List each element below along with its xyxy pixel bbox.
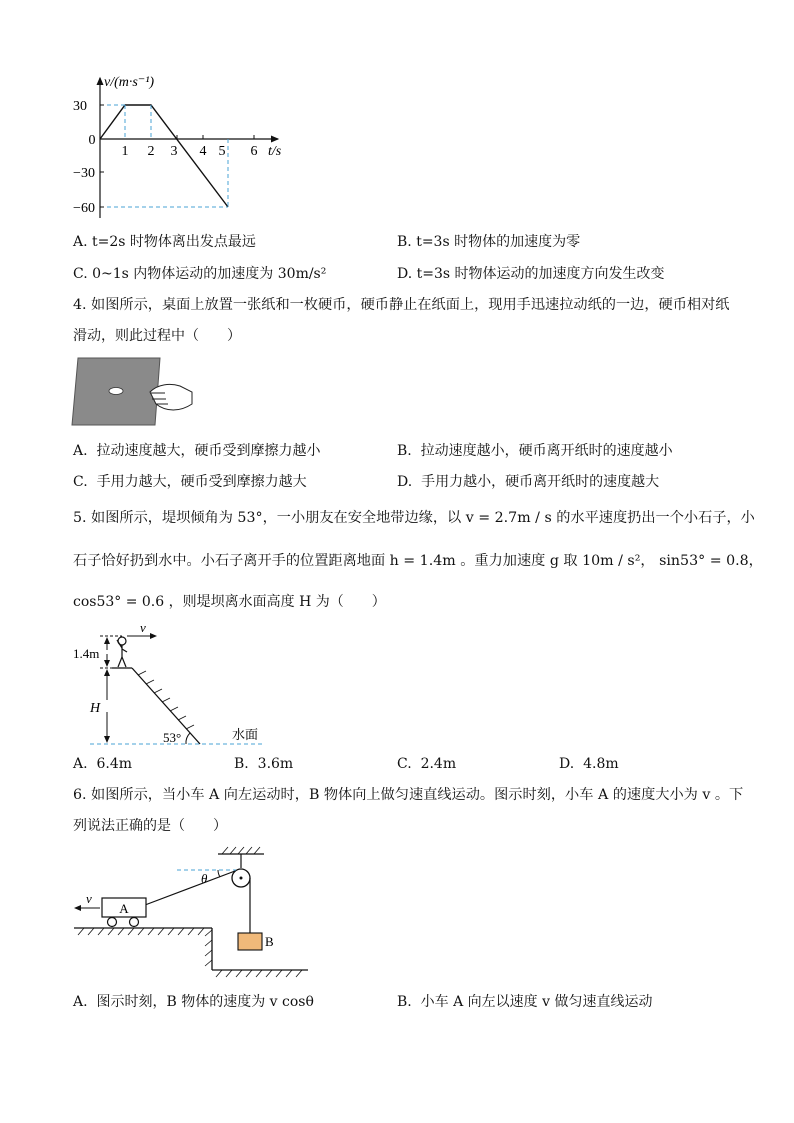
x-tick-label: 1 — [121, 144, 129, 159]
q5-line3: cos53° = 0.6 ，则堤坝离水面高度 H 为（ ） — [73, 594, 386, 610]
x-tick-label: 4 — [199, 144, 207, 159]
car-wheel — [130, 918, 139, 927]
height-label: 1.4m — [73, 646, 100, 661]
q4-option-c: C. 手用力越大，硬币受到摩擦力越大 — [73, 474, 307, 490]
q4-stem-line1: 4. 如图所示，桌面上放置一张纸和一枚硬币，硬币静止在纸面上，现用手迅速拉动纸的一边，硬币相对纸 — [73, 297, 730, 313]
block-b — [238, 933, 262, 950]
x-tick-label: 5 — [218, 144, 226, 159]
y-tick-label: 30 — [73, 99, 87, 114]
q5-option-c: C. 2.4m — [397, 756, 457, 772]
water-label: 水面 — [232, 727, 259, 742]
H-label: H — [90, 701, 101, 716]
block-label: B — [265, 934, 274, 949]
q3-option-a: A. t=2s 时物体离出发点最远 — [73, 234, 256, 250]
q6-line1: 6. 如图所示，当小车 A 向左运动时，B 物体向上做匀速直线运动。图示时刻，小车 A 的速度大小为 v 。下 — [73, 787, 744, 803]
q4-stem-line2: 滑动，则此过程中（ ） — [73, 328, 241, 344]
y-tick-label: −30 — [73, 166, 95, 181]
theta-label: θ — [201, 871, 208, 886]
x-tick-label: 3 — [170, 144, 178, 159]
q6-line2: 列说法正确的是（ ） — [73, 818, 227, 834]
v-label: v — [140, 620, 146, 635]
q4-option-a: A. 拉动速度越大，硬币受到摩擦力越小 — [73, 443, 321, 459]
v-label: v — [86, 891, 92, 906]
q4-option-d: D. 手用力越小，硬币离开纸时的速度越大 — [397, 474, 660, 490]
rope-slanted — [145, 871, 235, 905]
q4-option-b: B. 拉动速度越小，硬币离开纸时的速度越小 — [397, 443, 673, 459]
y-tick-label: −60 — [73, 201, 95, 216]
q3-option-c: C. 0~1s 内物体运动的加速度为 30m/s² — [73, 266, 327, 282]
q5-option-a: A. 6.4m — [73, 756, 133, 772]
q5-option-d: D. 4.8m — [559, 756, 619, 772]
x-axis-label: t/s — [268, 144, 282, 159]
y-axis-label: v/(m·s⁻¹) — [104, 75, 155, 90]
q5-line1: 5. 如图所示，堤坝倾角为 53°，一小朋友在安全地带边缘，以 v = 2.7m / s 的水平速度扔出一个小石子，小 — [73, 510, 755, 526]
q6-option-a: A. 图示时刻，B 物体的速度为 v cosθ — [73, 994, 314, 1010]
angle-label: 53° — [163, 730, 182, 745]
q3-option-b: B. t=3s 时物体的加速度为零 — [397, 234, 581, 250]
q3-option-d: D. t=3s 时物体运动的加速度方向发生改变 — [397, 266, 665, 282]
q5-option-b: B. 3.6m — [234, 756, 294, 772]
q5-line2: 石子恰好扔到水中。小石子离开手的位置距离地面 h = 1.4m 。重力加速度 g 取 10m / s²， sin53° = 0.8， — [73, 553, 763, 569]
y-tick-label: 0 — [88, 133, 96, 148]
car-wheel — [108, 918, 117, 927]
q6-option-b: B. 小车 A 向左以速度 v 做匀速直线运动 — [397, 994, 653, 1010]
x-tick-label: 6 — [250, 144, 258, 159]
car-label: A — [119, 901, 129, 916]
x-tick-label: 2 — [147, 144, 155, 159]
